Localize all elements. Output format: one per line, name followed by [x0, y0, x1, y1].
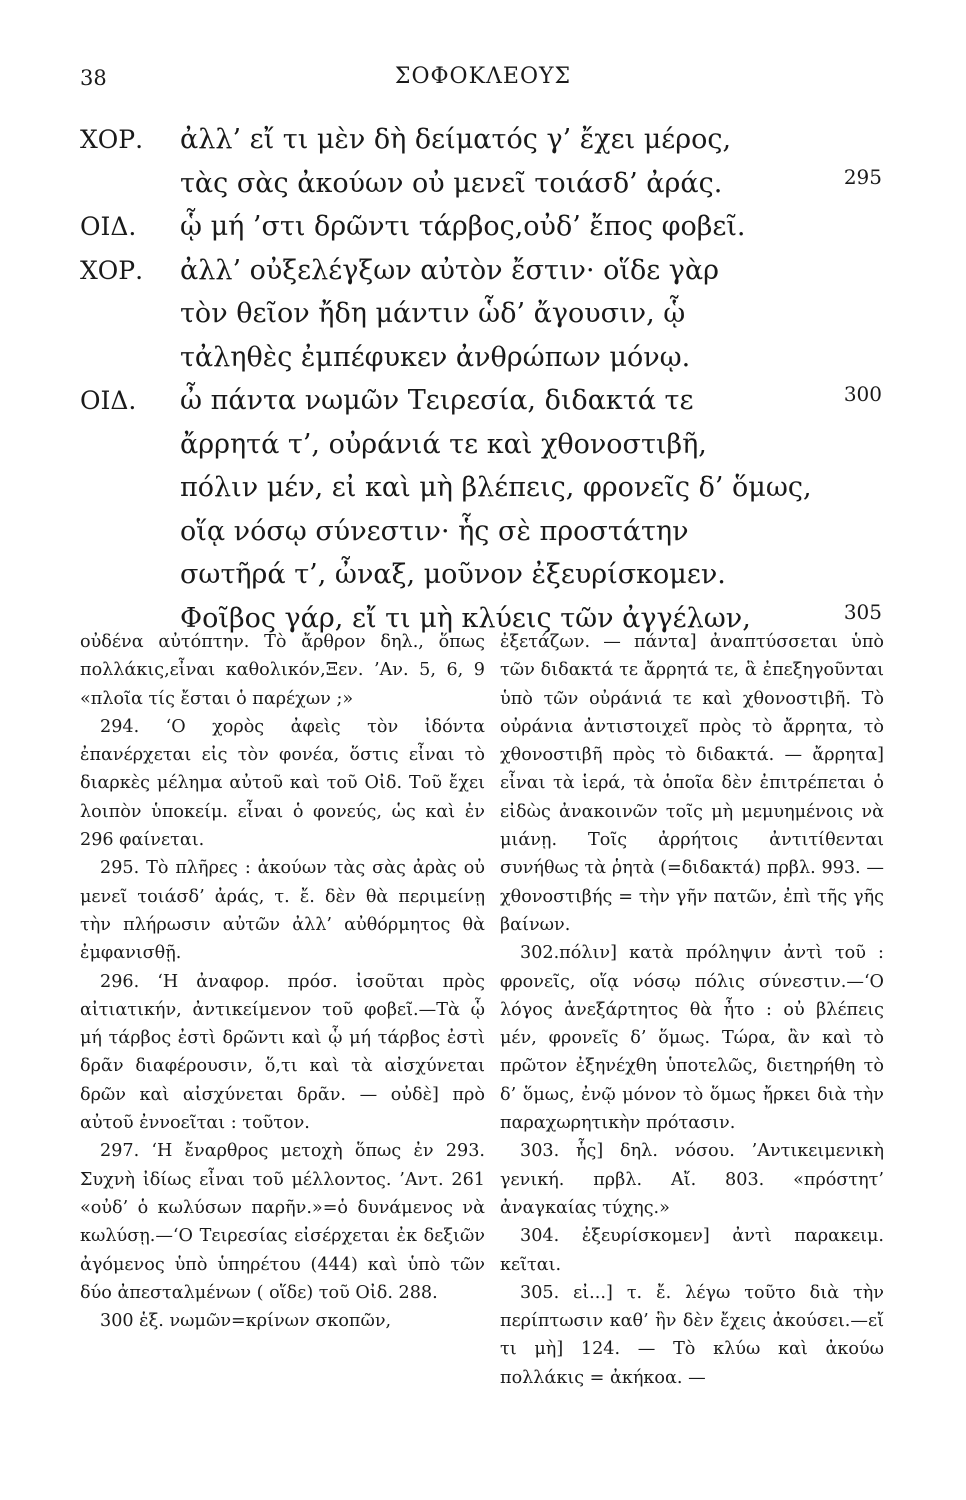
- verse-text: οἵᾳ νόσῳ σύνεστιν· ἧς σὲ προστάτην: [180, 515, 689, 547]
- line-number: 305: [843, 599, 882, 624]
- running-head: ΣΟΦΟΚΛΕΟΥΣ: [394, 64, 572, 89]
- note: 303. ἧς] δηλ. νόσου. ’Αντικειμενικὴ γενική. πρβλ. Αἴ. 803. «πρόστητ’ ἀναγκαίας τύχης.»: [500, 1141, 884, 1218]
- note: 305. εἰ...] τ. ἔ. λέγω τοῦτο διὰ τὴν περίπτωσιν καθ’ ἣν δὲν ἔχεις ἀκούσει.—εἴ τι μὴ] 124. — Τὸ κλύω καὶ ἀκούω πολλάκις = ἀκήκοα. —: [500, 1282, 884, 1388]
- verse-line: [80, 162, 880, 206]
- note: 302.πόλιν] κατὰ πρόληψιν ἀντὶ τοῦ : φρονεῖς, οἵᾳ νόσῳ πόλις σύνεστιν.—‘Ο λόγος ἀνεξάρτητος θὰ ἦτο : οὐ βλέπεις μέν, φρονεῖς δ’ ὅμως. Τώρα, ἂν καὶ τὸ πρῶτον ἐξηνέχθη ὑποτελῶς, διετηρήθη τὸ δ’ ὅμως, ἐνῷ μόνον τὸ ὅμως ἤρκει διὰ τὴν παραχωρητικὴν πρότασιν.: [500, 943, 884, 1134]
- verse-block: [80, 118, 880, 640]
- verse-text: ἀλλ’ εἴ τι μὲν δὴ δείματός γ’ ἔχει μέρος,: [180, 124, 732, 155]
- verse-line: [80, 249, 880, 293]
- verse-text: πόλιν μέν, εἰ καὶ μὴ βλέπεις, φρονεῖς δ’ ὅμως,: [180, 472, 812, 503]
- verse-text: ὦ πάντα νωμῶν Τειρεσία, διδακτά τε: [180, 385, 694, 416]
- note: ἐξετάζων. — πάντα] ἀναπτύσσεται ὑπὸ τῶν διδακτά τε ἄρρητά τε, ἃ ἐπεξηγοῦνται ὑπὸ τῶν οὐράνιά τε καὶ χθονοστιβῆ. Τὸ οὐράνια ἀντιστοιχεῖ πρὸς τὸ ἄρρητα, τὸ χθονοστιβῆ πρὸς τὸ διδακτά. — ἄρρητα] εἶναι τὰ ἱερά, τὰ ὁποῖα δὲν ἐπιτρέπεται ὁ εἰδὼς ἀνακοινῶν τοῖς μὴ μεμυημένοις νὰ μιάνῃ. Τοῖς ἀρρήτοις ἀντιτίθενται συνήθως τὰ ῥητὰ (=διδακτά) πρβλ. 993. — χθονοστιβής = τὴν γῆν πατῶν, ἐπὶ τῆς γῆς βαίνων.: [500, 632, 884, 935]
- note: 294. ‘Ο χορὸς ἀφεὶς τὸν ἰδόντα ἐπανέρχεται εἰς τὸν φονέα, ὅστις εἶναι τὸ διαρκὲς μέλημα αὐτοῦ καὶ τοῦ Οἰδ. Τοῦ ἔχει λοιπὸν ὑποκείμ. εἶναι ὁ φονεύς, ὡς καὶ ἐν 296 φαίνεται.: [80, 716, 485, 851]
- commentary-right-column: [500, 628, 884, 1392]
- verse-line: [80, 423, 880, 467]
- verse-text: Φοῖβος γάρ, εἴ τι μὴ κλύεις τῶν ἀγγέλων,: [180, 602, 751, 634]
- verse-line: [80, 510, 880, 554]
- note: 297. ‘Η ἔναρθρος μετοχὴ ὅπως ἐν 293. Συχνὴ ἰδίως εἶναι τοῦ μέλλοντος. ’Αντ. 261 «οὐδ’ ὁ κωλύσων παρῆν.»=ὁ δυνάμενος νὰ κωλύσῃ.—‘Ο Τειρεσίας εἰσέρχεται ἐκ δεξιῶν ἀγόμενος ὑπὸ ὑπηρέτου (444) καὶ ὑπὸ τῶν δύο ἀπεσταλμένων ( οἵδε) τοῦ Οἰδ. 288.: [80, 1141, 485, 1303]
- verse-text: σωτῆρά τ’, ὦναξ, μοῦνον ἐξευρίσκομεν.: [180, 559, 726, 590]
- note: οὐδένα αὐτόπτην. Τὸ ἄρθρον δηλ., ὅπως πολλάκις,εἶναι καθολικόν,Ξεν. ’Αν. 5, 6, 9 «πλοῖα τίς ἔσται ὁ παρέχων ;»: [80, 632, 485, 709]
- line-number: 295: [843, 164, 882, 189]
- verse-text: ἀλλ’ οὐξελέγξων αὐτὸν ἔστιν· οἵδε γὰρ: [180, 254, 720, 286]
- verse-line: [80, 205, 880, 249]
- verse-text: ᾧ μή ’στι δρῶντι τάρβος,οὐδ’ ἔπος φοβεῖ.: [180, 211, 746, 242]
- verse-text: τὰς σὰς ἀκούων οὐ μενεῖ τοιάσδ’ ἀράς.: [180, 167, 723, 199]
- speaker: ΟΙΔ.: [80, 212, 137, 241]
- note: 300 ἑξ. νωμῶν=κρίνων σκοπῶν,: [100, 1311, 392, 1332]
- verse-text: τἀληθὲς ἐμπέφυκεν ἀνθρώπων μόνῳ.: [180, 341, 691, 373]
- speaker: ΧΟΡ.: [80, 125, 144, 154]
- verse-line: [80, 553, 880, 597]
- speaker: ΧΟΡ.: [80, 255, 144, 285]
- verse-line: [80, 336, 880, 380]
- commentary-left-column: [80, 628, 485, 1335]
- verse-text: ἄρρητά τ’, οὐράνιά τε καὶ χθονοστιβῆ,: [180, 428, 707, 460]
- note: 304. ἐξευρίσκομεν] ἀντὶ παρακειμ. κεῖται.: [500, 1226, 884, 1275]
- verse-line: [80, 118, 880, 162]
- verse-text: τὸν θεῖον ἤδη μάντιν ὧδ’ ἄγουσιν, ᾧ: [180, 298, 686, 329]
- verse-line: [80, 292, 880, 336]
- note: 296. ‘Η ἀναφορ. πρόσ. ἰσοῦται πρὸς αἰτιατικήν, ἀντικείμενον τοῦ φοβεῖ.—Τὰ ᾧ μή τάρβος ἐστὶ δρῶντι καὶ ᾧ μή τάρβος ἐστὶ δρᾶν διαφέρουσιν, ὅ,τι καὶ τὰ αἰσχύνεται δρῶν καὶ αἰσχύνεται δρᾶν. — οὐδὲ] πρὸ αὐτοῦ ἐννοεῖται : τοῦτον.: [80, 971, 485, 1134]
- verse-line: [80, 466, 880, 510]
- speaker: ΟΙΔ.: [80, 386, 137, 415]
- note: 295. Τὸ πλῆρες : ἀκούων τὰς σὰς ἀρὰς οὐ μενεῖ τοιάσδ’ ἀράς, τ. ἔ. δὲν θὰ περιμείνῃ τὴν πλήρωσιν αὐτῶν ἀλλ’ αὐθόρμητος θὰ ἐμφανισθῇ.: [80, 858, 485, 964]
- page-number: 38: [80, 66, 107, 90]
- line-number: 300: [843, 382, 882, 406]
- verse-line: [80, 379, 880, 423]
